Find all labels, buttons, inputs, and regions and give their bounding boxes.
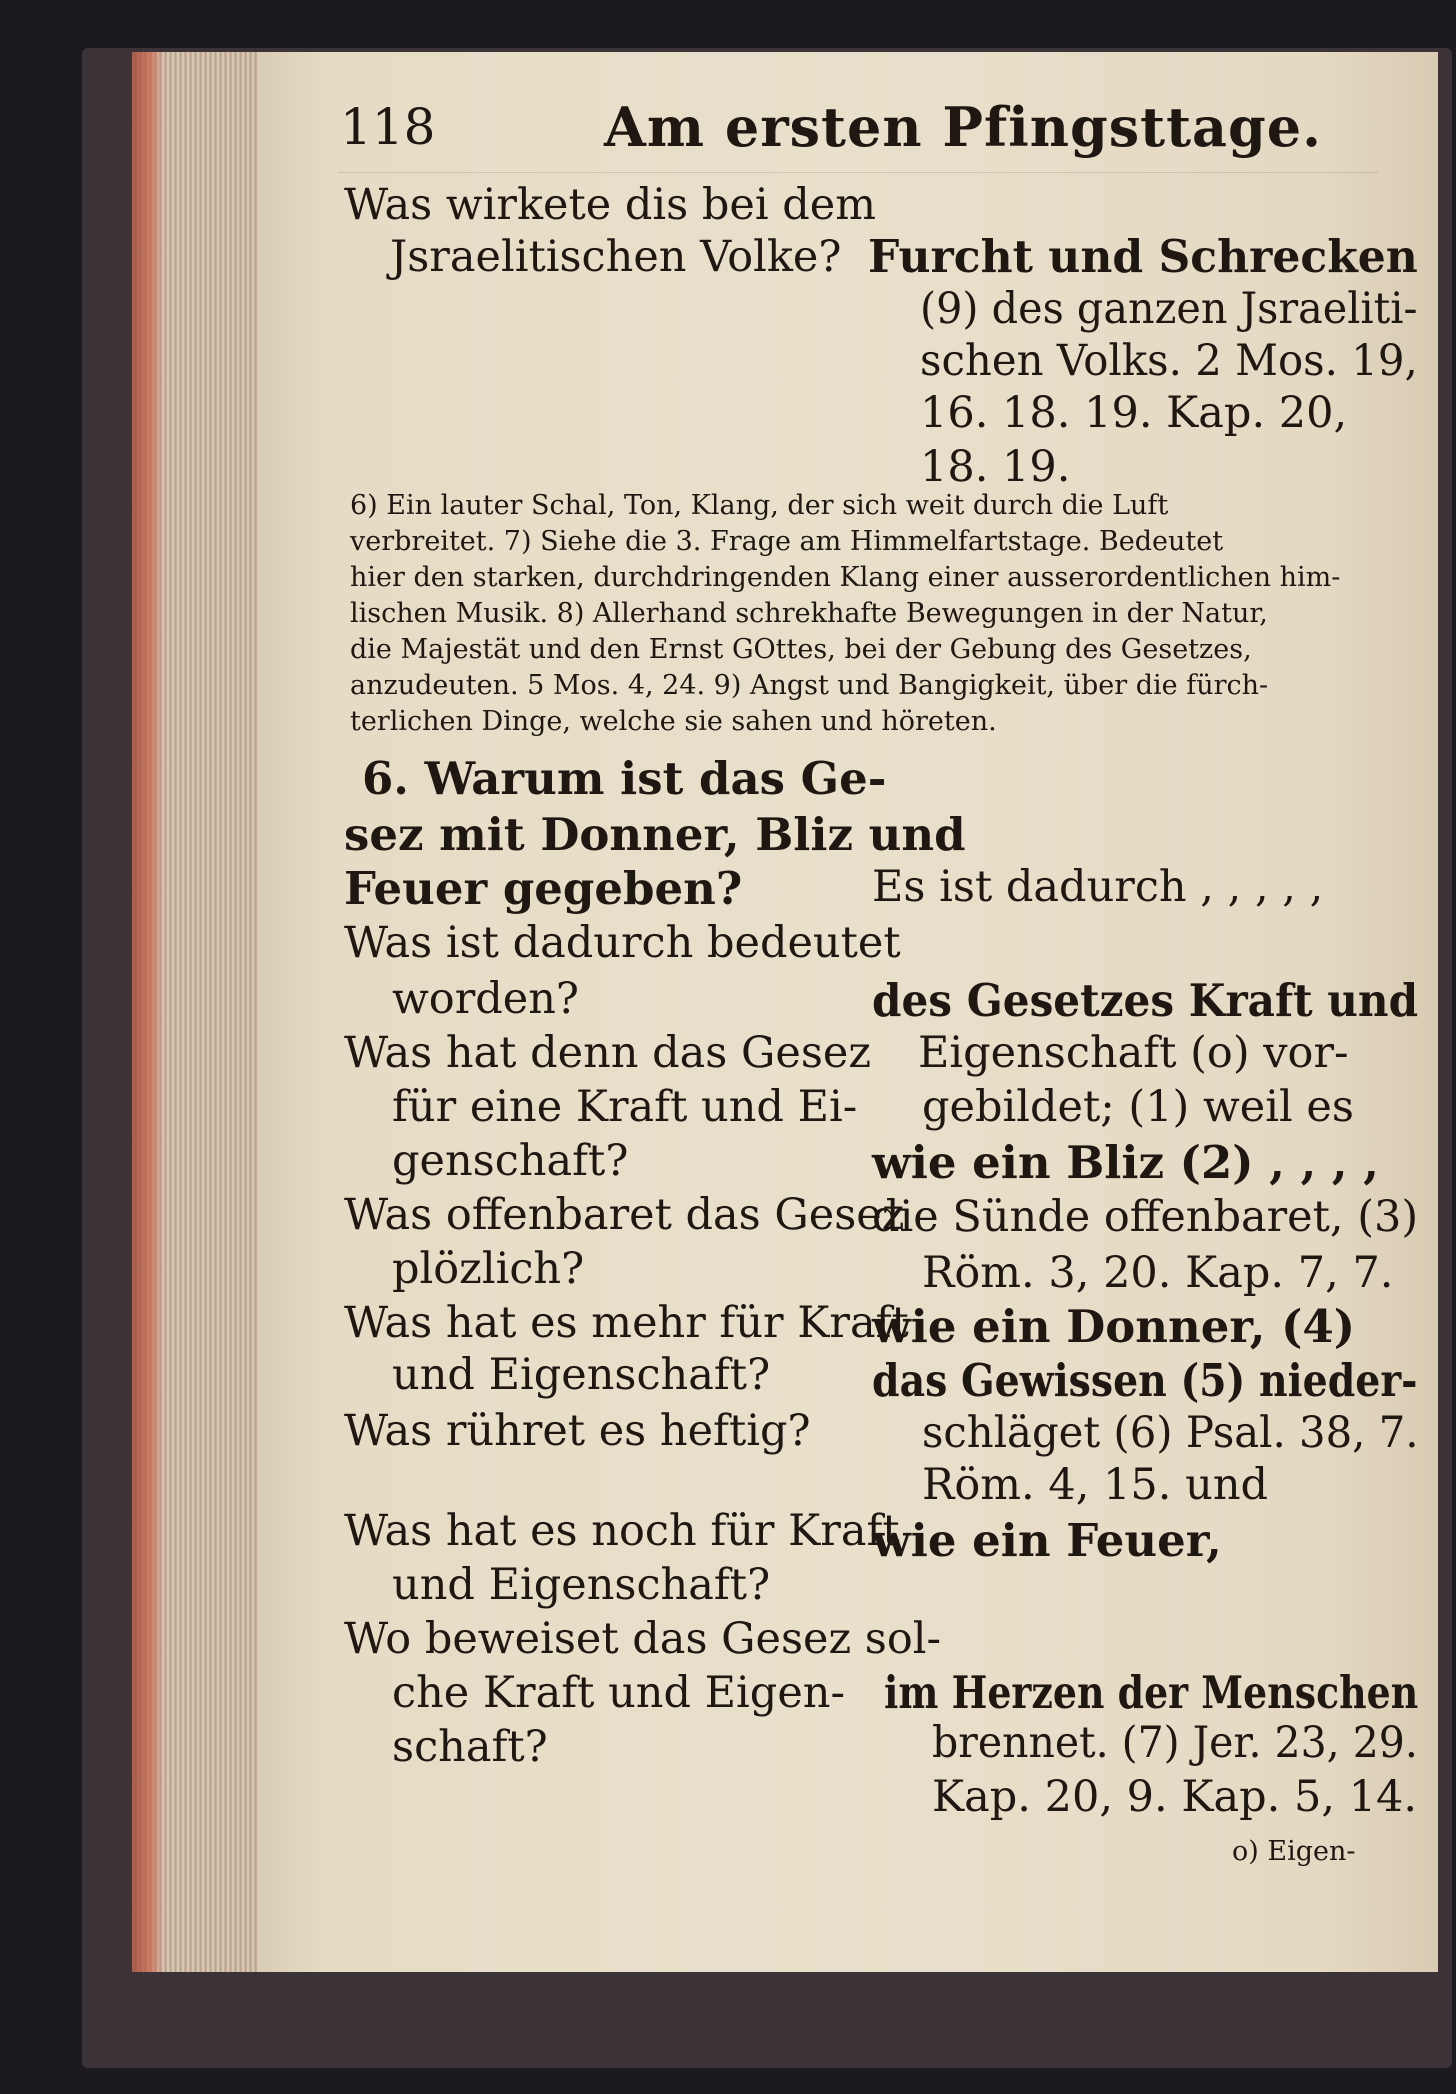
question-line: Wo beweiset das Gesez sol-: [344, 1614, 942, 1664]
answer-line: wie ein Donner, (4): [872, 1300, 1356, 1353]
footnote-line: lischen Musik. 8) Allerhand schrekhafte Bewegungen in der Natur,: [350, 598, 1268, 629]
question-line: für eine Kraft und Ei-: [392, 1082, 858, 1132]
footnote-line: verbreitet. 7) Siehe die 3. Frage am Himmelfartstage. Bedeutet: [350, 526, 1224, 557]
answer-line: gebildet; (1) weil es: [922, 1082, 1354, 1132]
question-line: che Kraft und Eigen-: [392, 1668, 845, 1718]
answer-line: Röm. 4, 15. und: [922, 1460, 1269, 1510]
running-title: Am ersten Pfingsttage.: [604, 95, 1322, 159]
footnote-line: anzudeuten. 5 Mos. 4, 24. 9) Angst und Bangigkeit, über die fürch-: [350, 670, 1269, 701]
answer-line: Eigenschaft (o) vor-: [918, 1028, 1349, 1078]
answer-line: die Sünde offenbaret, (3): [872, 1192, 1419, 1242]
answer-line: im Herzen der Menschen: [884, 1666, 1419, 1719]
question-line: worden?: [392, 974, 579, 1024]
answer-line: wie ein Bliz (2) , , , ,: [872, 1136, 1379, 1189]
answer-line: schläget (6) Psal. 38, 7.: [922, 1408, 1419, 1458]
question-line: Was hat es noch für Kraft: [344, 1506, 900, 1556]
question-line: sez mit Donner, Bliz und: [344, 808, 966, 861]
footnote-line: terlichen Dinge, welche sie sahen und höreten.: [350, 706, 997, 737]
answer-line: wie ein Feuer,: [872, 1514, 1222, 1567]
question-line: Was rühret es heftig?: [344, 1406, 811, 1456]
answer-line: (9) des ganzen Jsraeliti-: [920, 284, 1418, 334]
page-number: 118: [340, 98, 436, 156]
question-line: und Eigenschaft?: [392, 1350, 771, 1400]
header-divider: [338, 172, 1378, 173]
catchword: o) Eigen-: [1232, 1836, 1356, 1867]
question-line: Was hat es mehr für Kraft: [344, 1298, 909, 1348]
question-line: schaft?: [392, 1722, 548, 1772]
question-line: Was ist dadurch bedeutet: [344, 918, 901, 968]
question-line: Feuer gegeben?: [344, 862, 743, 915]
answer-line: 16. 18. 19. Kap. 20,: [920, 388, 1348, 438]
question-line: genschaft?: [392, 1136, 629, 1186]
page-edges: [132, 52, 260, 1972]
question-line: Was offenbaret das Gesez: [344, 1190, 905, 1240]
answer-line: des Gesetzes Kraft und: [872, 974, 1419, 1027]
question-line: plözlich?: [392, 1244, 585, 1294]
question-line: Jsraelitischen Volke?: [390, 232, 842, 282]
answer-line: 18. 19.: [920, 442, 1071, 492]
answer-line: Furcht und Schrecken: [868, 230, 1418, 283]
answer-line: schen Volks. 2 Mos. 19,: [920, 336, 1418, 386]
book-page: [258, 52, 1438, 1972]
footnote-line: 6) Ein lauter Schal, Ton, Klang, der sich weit durch die Luft: [350, 490, 1169, 521]
footnote-line: hier den starken, durchdringenden Klang einer ausserordentlichen him-: [350, 562, 1341, 593]
answer-line: das Gewissen (5) nieder-: [872, 1354, 1418, 1407]
footnote-line: die Majestät und den Ernst GOttes, bei der Gebung des Gesetzes,: [350, 634, 1252, 665]
question-line: Was wirkete dis bei dem: [344, 180, 876, 230]
question-line: und Eigenschaft?: [392, 1560, 771, 1610]
answer-line: Es ist dadurch , , , , ,: [872, 862, 1324, 912]
question-number-line: 6. Warum ist das Ge-: [362, 752, 887, 805]
answer-line: brennet. (7) Jer. 23, 29.: [932, 1718, 1418, 1768]
question-line: Was hat denn das Gesez: [344, 1028, 872, 1078]
answer-line: Kap. 20, 9. Kap. 5, 14.: [932, 1772, 1418, 1822]
answer-line: Röm. 3, 20. Kap. 7, 7.: [922, 1248, 1394, 1298]
